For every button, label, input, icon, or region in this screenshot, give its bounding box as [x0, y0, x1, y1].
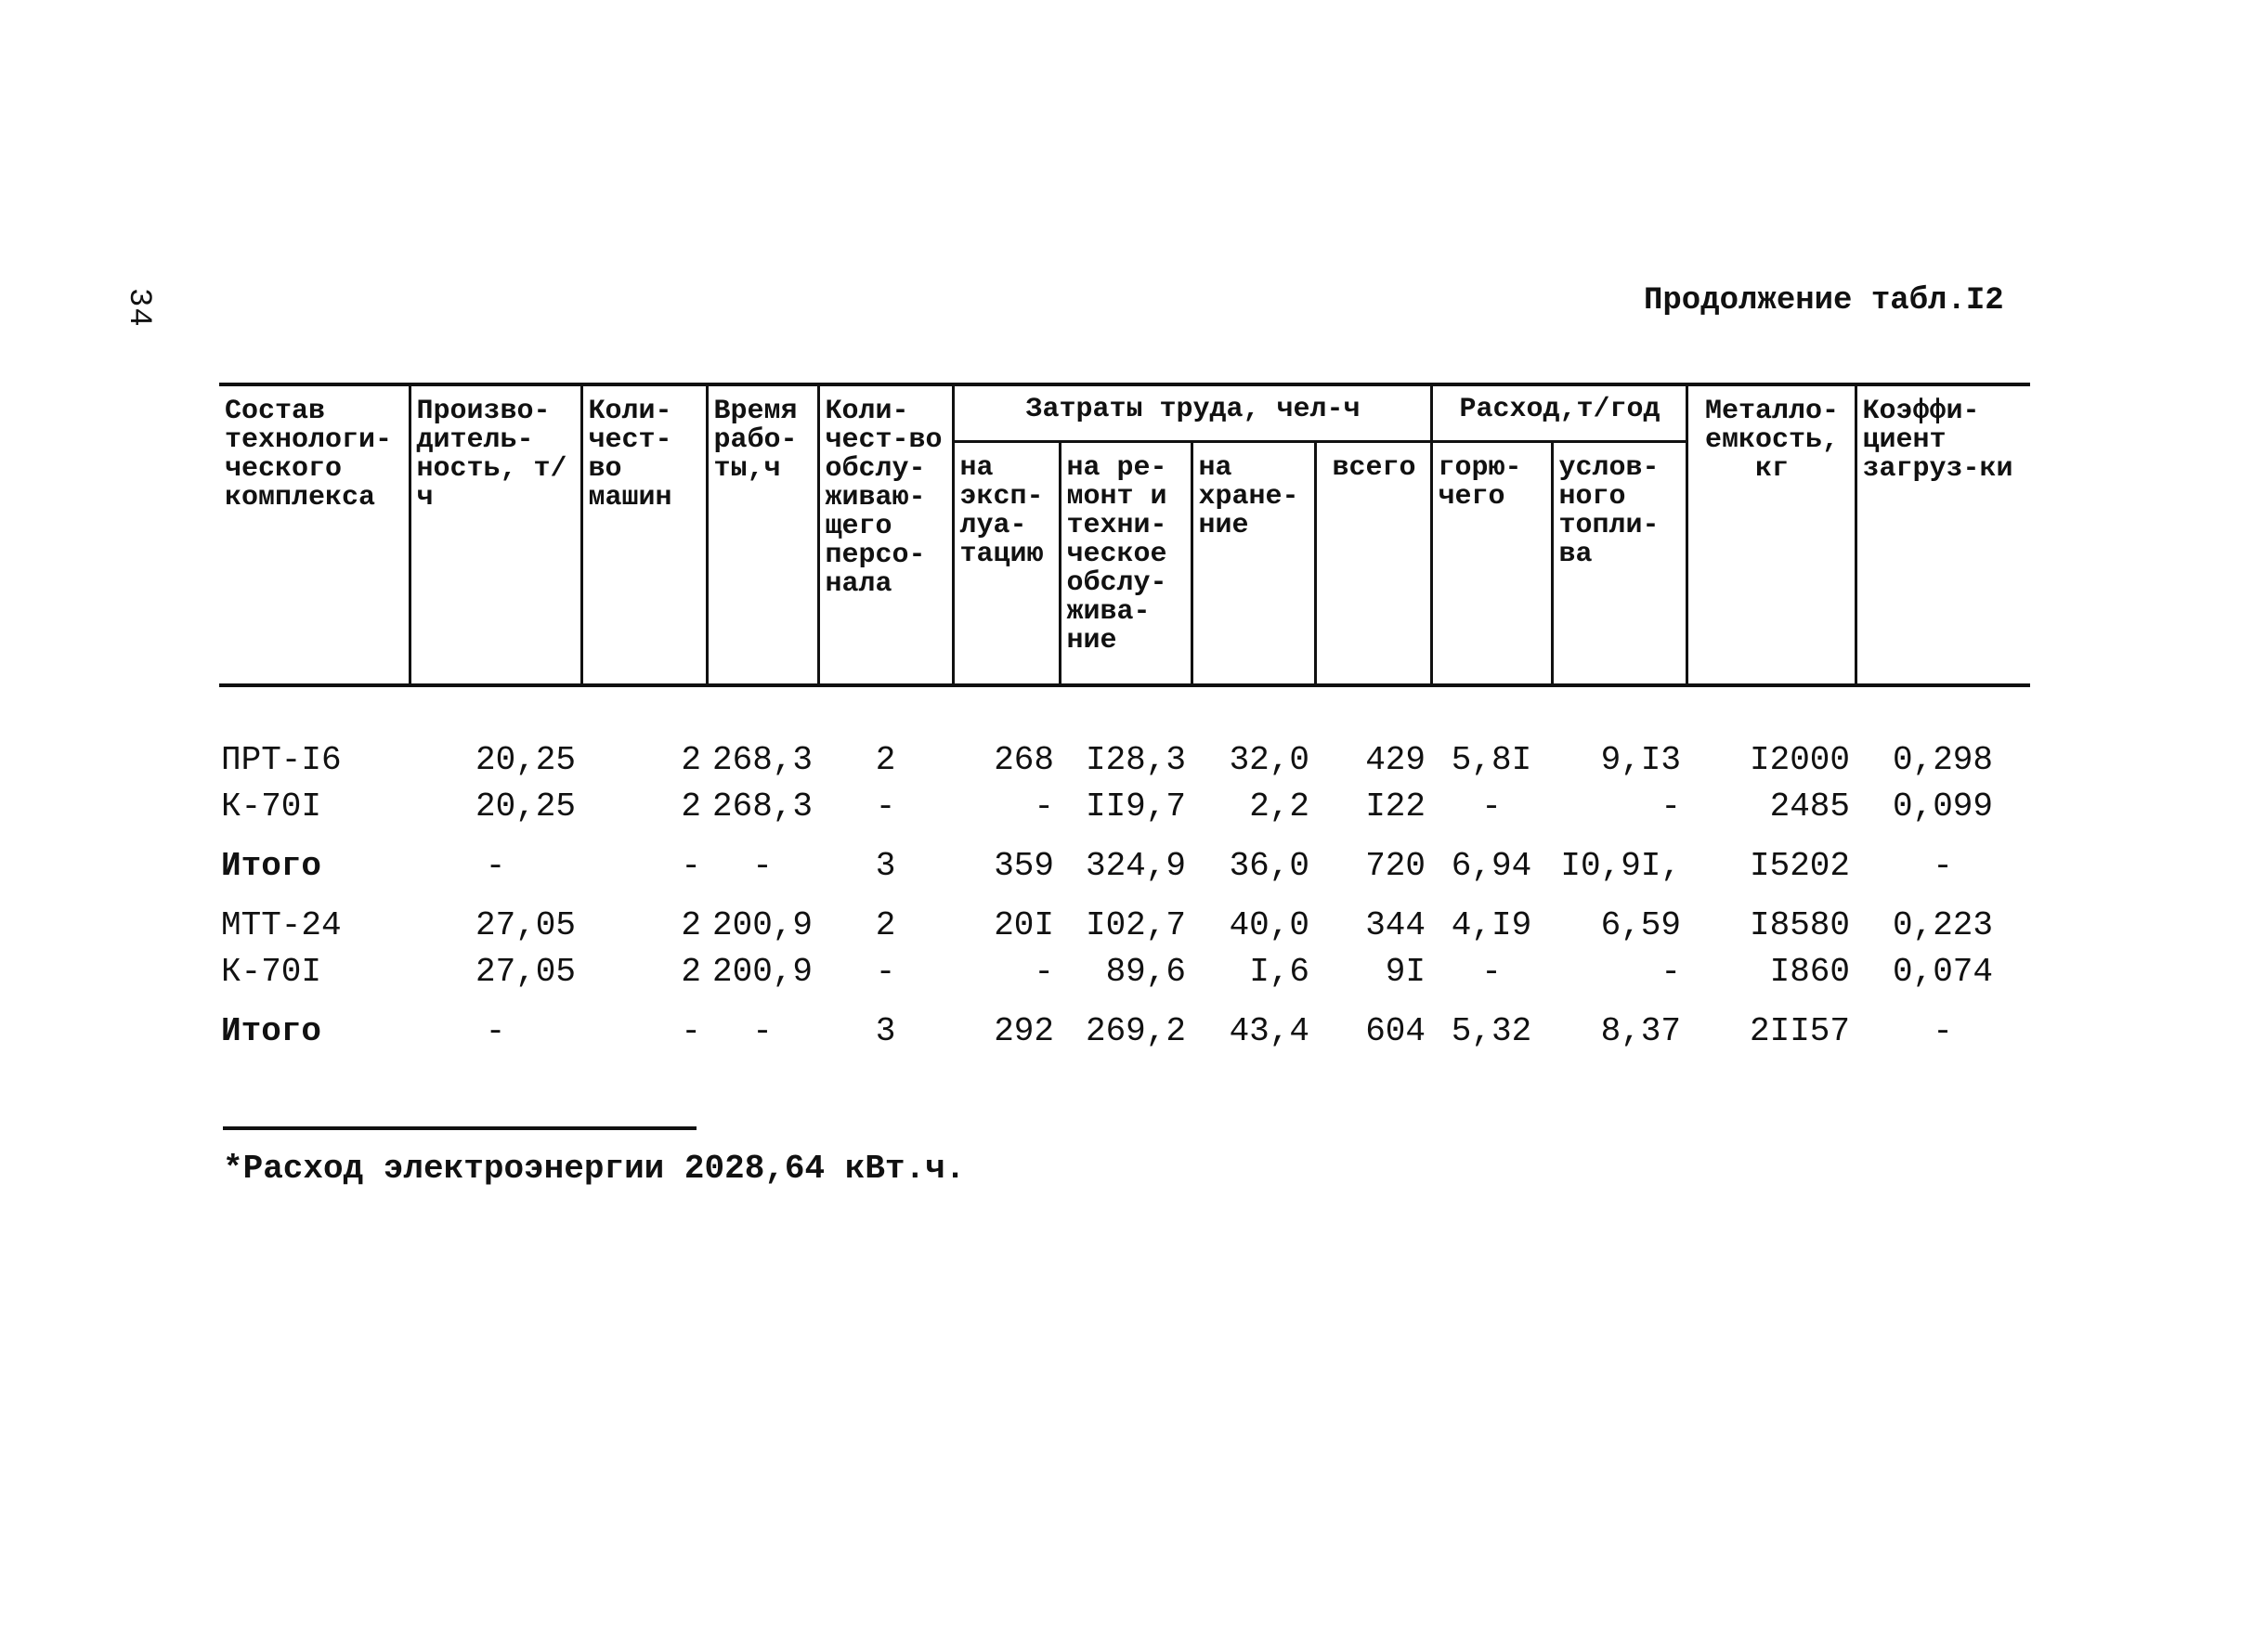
footnote-divider: [223, 1126, 697, 1130]
cell-metal: 2485: [1769, 787, 1851, 826]
header-conditional-fuel: услов-ного топли-ва: [1552, 442, 1686, 685]
cell-work-time: -: [752, 1011, 773, 1050]
cell-fuel: 6,94: [1451, 846, 1532, 885]
cell-labor-storage: 32,0: [1229, 740, 1309, 779]
table-row: [219, 784, 2030, 830]
cell-labor-operation: -: [1034, 952, 1054, 991]
cell-load-factor: -: [1933, 846, 1953, 885]
cell-conditional-fuel: -: [1660, 787, 1682, 826]
table-row: [219, 737, 2030, 784]
cell-load-factor: 0,298: [1893, 740, 1994, 779]
cell-name: Итого: [221, 1011, 322, 1050]
cell-staff: -: [875, 787, 896, 826]
cell-labor-storage: 2,2: [1249, 787, 1309, 826]
cell-labor-operation: 292: [994, 1011, 1054, 1050]
cell-name: К-70I: [221, 787, 322, 826]
cell-fuel: 4,I9: [1451, 905, 1532, 944]
header-labor-operation: на эксп-луа-тацию: [953, 442, 1060, 685]
cell-conditional-fuel: 6,59: [1600, 905, 1682, 944]
table-row-total: [219, 995, 2030, 1055]
cell-labor-operation: -: [1034, 787, 1054, 826]
cell-machines: 2: [681, 740, 701, 779]
cell-work-time: 268,3: [712, 787, 814, 826]
cell-fuel: -: [1481, 787, 1502, 826]
cell-productivity: 27,05: [475, 905, 576, 944]
cell-productivity: 20,25: [475, 740, 576, 779]
header-productivity: Произво-дитель-ность, т/ч: [410, 384, 581, 685]
cell-productivity: 20,25: [475, 787, 576, 826]
cell-labor-storage: 36,0: [1229, 846, 1309, 885]
header-fuel: горю-чего: [1431, 442, 1552, 685]
cell-load-factor: 0,099: [1893, 787, 1994, 826]
cell-staff: 3: [875, 846, 896, 885]
cell-metal: I8580: [1749, 905, 1851, 944]
cell-labor-total: 9I: [1385, 952, 1426, 991]
cell-labor-repair: 324,9: [1085, 846, 1186, 885]
cell-metal: 2II57: [1749, 1011, 1851, 1050]
cell-labor-operation: 359: [994, 846, 1054, 885]
cell-labor-total: 344: [1365, 905, 1426, 944]
cell-labor-repair: 269,2: [1085, 1011, 1186, 1050]
cell-conditional-fuel: -: [1660, 952, 1682, 991]
cell-machines: 2: [681, 952, 701, 991]
cell-staff: 3: [875, 1011, 896, 1050]
cell-productivity: -: [485, 1011, 506, 1050]
cell-load-factor: -: [1933, 1011, 1953, 1050]
cell-labor-operation: 268: [994, 740, 1054, 779]
cell-machines: 2: [681, 905, 701, 944]
table-continuation-label: Продолжение табл.I2: [1644, 283, 2004, 319]
cell-machines: -: [681, 846, 701, 885]
cell-metal: I860: [1769, 952, 1851, 991]
cell-conditional-fuel: 8,37: [1600, 1011, 1682, 1050]
cell-staff: -: [875, 952, 896, 991]
cell-labor-storage: 40,0: [1229, 905, 1309, 944]
cell-labor-storage: I,6: [1249, 952, 1309, 991]
cell-fuel: 5,8I: [1451, 740, 1532, 779]
page-number: 34: [121, 288, 156, 328]
header-composition: Состав технологи-ческого комплекса: [219, 384, 410, 685]
cell-productivity: 27,05: [475, 952, 576, 991]
table-row: [219, 949, 2030, 995]
header-work-time: Время рабо-ты,ч: [707, 384, 818, 685]
cell-machines: 2: [681, 787, 701, 826]
cell-metal: I5202: [1749, 846, 1851, 885]
cell-name: К-70I: [221, 952, 322, 991]
cell-labor-total: I22: [1365, 787, 1426, 826]
header-load-factor: Коэффи-циент загруз-ки: [1856, 384, 2030, 685]
header-consumption-group: Расход,т/год: [1431, 384, 1686, 442]
cell-labor-total: 604: [1365, 1011, 1426, 1050]
cell-conditional-fuel: 9,I3: [1600, 740, 1682, 779]
cell-work-time: -: [752, 846, 773, 885]
footnote: *Расход электроэнергии 2028,64 кВт.ч.: [223, 1150, 966, 1188]
cell-work-time: 268,3: [712, 740, 814, 779]
cell-labor-total: 720: [1365, 846, 1426, 885]
header-labor-repair: на ре-монт и техни-ческое обслу-жива-ние: [1060, 442, 1192, 685]
cell-work-time: 200,9: [712, 952, 814, 991]
cell-load-factor: 0,223: [1893, 905, 1994, 944]
cell-work-time: 200,9: [712, 905, 814, 944]
cell-labor-operation: 20I: [994, 905, 1054, 944]
cell-labor-total: 429: [1365, 740, 1426, 779]
cell-labor-storage: 43,4: [1229, 1011, 1309, 1050]
header-labor-group: Затраты труда, чел-ч: [953, 384, 1431, 442]
header-machines: Коли-чест-во машин: [581, 384, 707, 685]
header-labor-storage: на хране-ние: [1192, 442, 1315, 685]
table-row-total: [219, 830, 2030, 890]
cell-productivity: -: [485, 846, 506, 885]
cell-labor-repair: 89,6: [1105, 952, 1186, 991]
cell-name: Итого: [221, 846, 322, 885]
cell-staff: 2: [875, 740, 896, 779]
cell-labor-repair: II9,7: [1085, 787, 1186, 826]
header-staff: Коли-чест-во обслу-живаю-щего персо-нала: [818, 384, 953, 685]
cell-fuel: 5,32: [1451, 1011, 1532, 1050]
data-table: [219, 383, 2030, 1055]
cell-conditional-fuel: I0,9I,: [1560, 846, 1682, 885]
cell-load-factor: 0,074: [1893, 952, 1994, 991]
table-row: [219, 890, 2030, 949]
data-table-container: [219, 383, 2030, 1055]
cell-machines: -: [681, 1011, 701, 1050]
cell-name: ПРТ-I6: [221, 740, 342, 779]
header-metal: Металло-емкость, кг: [1686, 384, 1856, 685]
header-labor-total: всего: [1315, 442, 1431, 685]
cell-fuel: -: [1481, 952, 1502, 991]
cell-metal: I2000: [1749, 740, 1851, 779]
cell-name: МТТ-24: [221, 905, 342, 944]
cell-staff: 2: [875, 905, 896, 944]
cell-labor-repair: I02,7: [1085, 905, 1186, 944]
cell-labor-repair: I28,3: [1085, 740, 1186, 779]
